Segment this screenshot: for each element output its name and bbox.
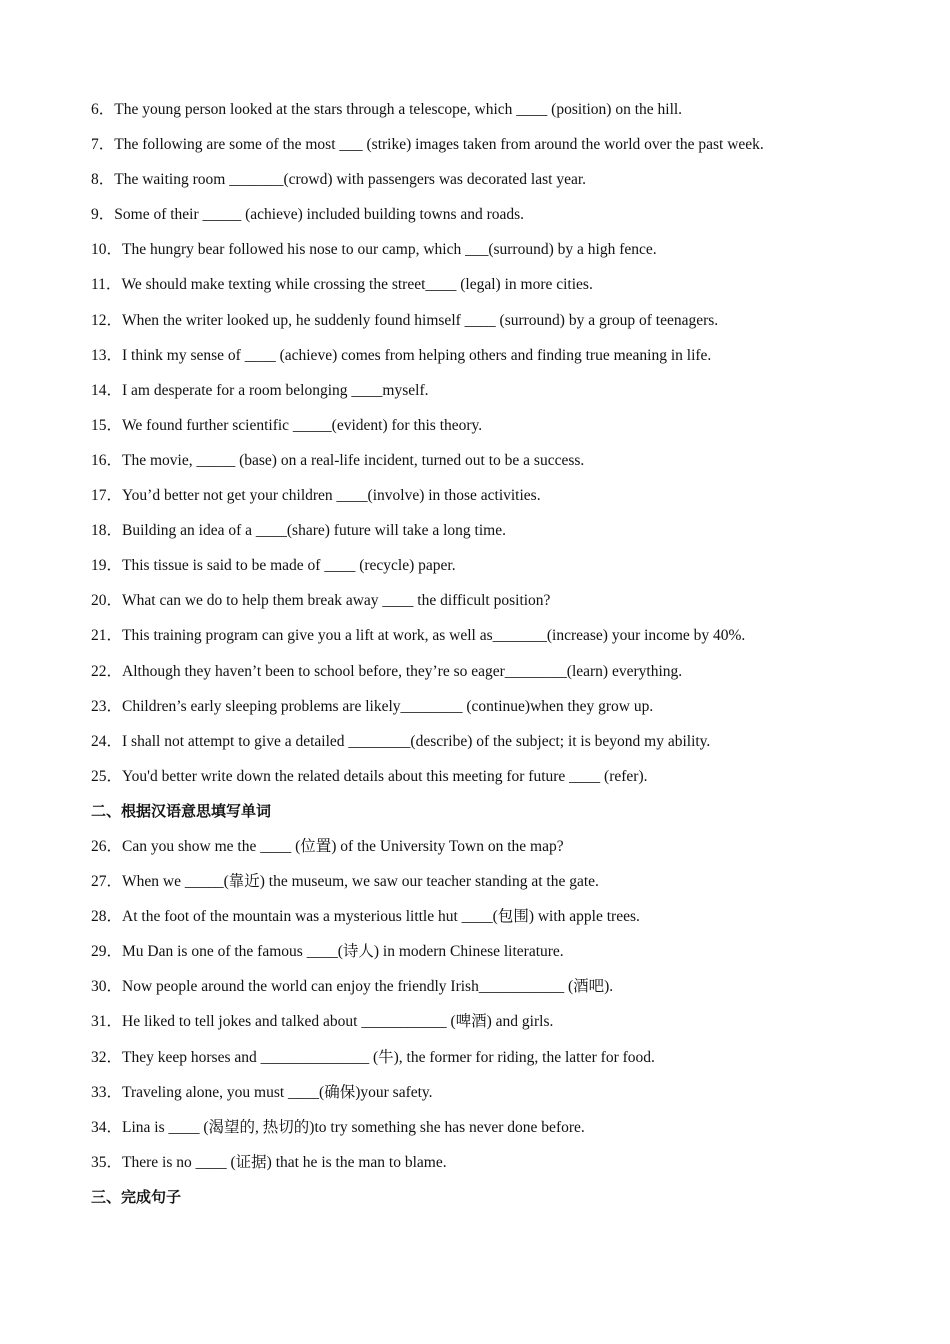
question-number: 30． <box>91 978 123 996</box>
question-text: I think my sense of ____ (achieve) comes from helping others and finding true meaning in life. <box>122 346 712 364</box>
question-item <box>91 1040 911 1075</box>
question-number: 10． <box>91 241 123 259</box>
question-item <box>91 654 911 689</box>
question-text: I am desperate for a room belonging ____myself. <box>122 381 429 399</box>
question-item <box>91 162 911 197</box>
question-number: 12． <box>91 311 123 329</box>
question-number: 31． <box>91 1013 123 1031</box>
question-item <box>91 338 911 373</box>
question-text: You'd better write down the related details about this meeting for future ____ (refer). <box>122 767 648 785</box>
question-item <box>91 724 911 759</box>
question-text: Lina is ____ (渴望的, 热切的)to try something she has never done before. <box>122 1118 585 1136</box>
question-text: What can we do to help them break away ____ the difficult position? <box>122 592 551 610</box>
question-item <box>91 303 911 338</box>
question-text: This training program can give you a lift at work, as well as_______(increase) your income by 40%. <box>122 627 746 645</box>
question-number: 29． <box>91 943 123 961</box>
question-item <box>91 478 911 513</box>
question-text: We should make texting while crossing the street____ (legal) in more cities. <box>121 276 593 294</box>
question-item <box>91 373 911 408</box>
question-text: They keep horses and ______________ (牛), the former for riding, the latter for food. <box>122 1048 655 1066</box>
question-text: The movie, _____ (base) on a real-life incident, turned out to be a success. <box>122 451 585 469</box>
question-number: 18． <box>91 522 123 540</box>
question-text: When the writer looked up, he suddenly found himself ____ (surround) by a group of teenagers. <box>122 311 719 329</box>
question-item <box>91 548 911 583</box>
question-text: Traveling alone, you must ____(确保)your safety. <box>122 1083 433 1101</box>
question-item <box>91 92 911 127</box>
exercise-content <box>91 92 911 1215</box>
question-text: Building an idea of a ____(share) future will take a long time. <box>122 522 506 540</box>
question-number: 9． <box>91 206 115 224</box>
question-number: 19． <box>91 557 123 575</box>
question-item <box>91 1145 911 1180</box>
question-number: 34． <box>91 1118 123 1136</box>
section-heading: 二、根据汉语意思填写单词 <box>91 801 272 820</box>
question-number: 27． <box>91 873 123 891</box>
question-item <box>91 1004 911 1039</box>
question-number: 33． <box>91 1083 123 1101</box>
question-text: This tissue is said to be made of ____ (recycle) paper. <box>122 557 456 575</box>
question-item <box>91 689 911 724</box>
question-item <box>91 1075 911 1110</box>
question-item <box>91 127 911 162</box>
question-text: I shall not attempt to give a detailed ________(describe) of the subject; it is beyond my ability. <box>122 732 711 750</box>
question-item <box>91 443 911 478</box>
question-item <box>91 513 911 548</box>
question-text: The waiting room _______(crowd) with passengers was decorated last year. <box>114 171 587 189</box>
question-item <box>91 267 911 302</box>
question-number: 11． <box>91 276 122 294</box>
question-item <box>91 408 911 443</box>
question-item <box>91 1110 911 1145</box>
question-item <box>91 864 911 899</box>
question-number: 35． <box>91 1153 123 1171</box>
question-item <box>91 899 911 934</box>
question-number: 32． <box>91 1048 123 1066</box>
question-text: Mu Dan is one of the famous ____(诗人) in modern Chinese literature. <box>122 943 564 961</box>
question-text: Some of their _____ (achieve) included building towns and roads. <box>114 206 525 224</box>
question-text: We found further scientific _____(evident) for this theory. <box>122 416 483 434</box>
question-text: Children’s early sleeping problems are likely________ (continue)when they grow up. <box>122 697 654 715</box>
question-item <box>91 969 911 1004</box>
question-text: There is no ____ (证据) that he is the man to blame. <box>122 1153 447 1171</box>
question-item <box>91 759 911 794</box>
question-item <box>91 618 911 653</box>
question-number: 7． <box>91 136 115 154</box>
question-number: 8． <box>91 171 115 189</box>
question-number: 25． <box>91 767 123 785</box>
question-text: The following are some of the most ___ (strike) images taken from around the world over the past week. <box>114 136 764 154</box>
section-heading: 三、完成句子 <box>91 1187 182 1206</box>
question-text: Although they haven’t been to school before, they’re so eager________(learn) everything. <box>122 662 683 680</box>
question-text: The young person looked at the stars through a telescope, which ____ (position) on the hill. <box>114 101 683 118</box>
question-number: 14． <box>91 381 123 399</box>
question-number: 6． <box>91 101 115 118</box>
question-text: At the foot of the mountain was a mysterious little hut ____(包围) with apple trees. <box>122 908 640 926</box>
question-number: 17． <box>91 487 123 505</box>
question-item <box>91 829 911 864</box>
question-item <box>91 583 911 618</box>
question-text: Can you show me the ____ (位置) of the University Town on the map? <box>122 837 564 855</box>
question-item <box>91 197 911 232</box>
question-number: 16． <box>91 451 123 469</box>
question-text: He liked to tell jokes and talked about ___________ (啤酒) and girls. <box>122 1013 554 1031</box>
question-number: 23． <box>91 697 123 715</box>
question-number: 13． <box>91 346 123 364</box>
question-number: 20． <box>91 592 123 610</box>
question-number: 26． <box>91 837 123 855</box>
question-number: 28． <box>91 908 123 926</box>
question-text: The hungry bear followed his nose to our camp, which ___(surround) by a high fence. <box>122 241 657 259</box>
question-text: Now people around the world can enjoy the friendly Irish___________ (酒吧). <box>122 978 614 996</box>
question-number: 24． <box>91 732 123 750</box>
question-text: When we _____(靠近) the museum, we saw our teacher standing at the gate. <box>122 873 599 891</box>
question-number: 21． <box>91 627 123 645</box>
question-item <box>91 934 911 969</box>
question-number: 15． <box>91 416 123 434</box>
question-item <box>91 232 911 267</box>
question-number: 22． <box>91 662 123 680</box>
question-text: You’d better not get your children ____(involve) in those activities. <box>122 487 541 505</box>
